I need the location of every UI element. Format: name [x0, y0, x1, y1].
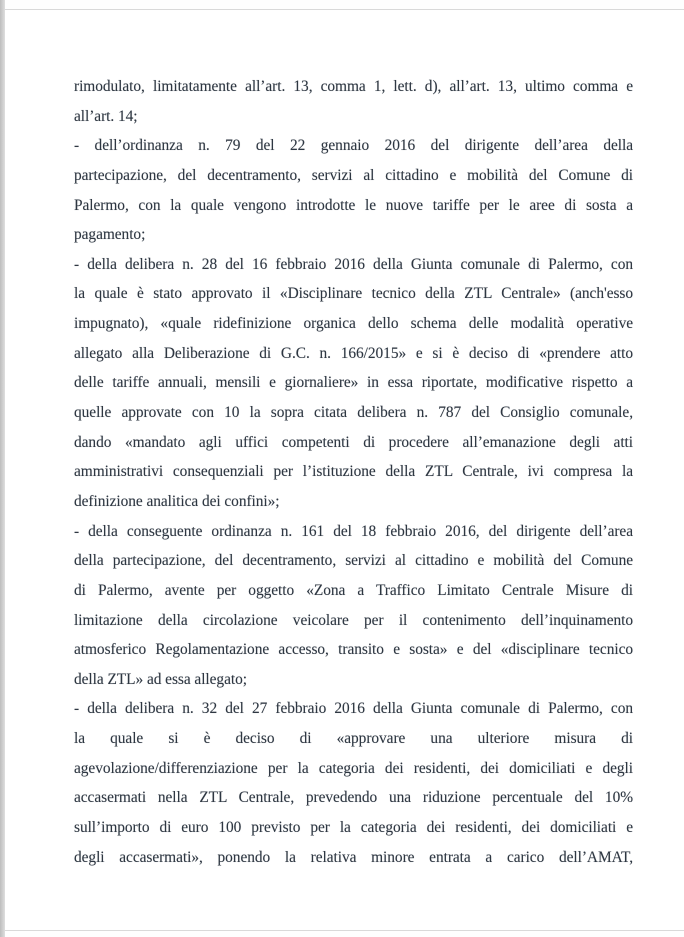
text-line: la quale si è deciso di «approvare una ulteriore misura di: [74, 730, 633, 748]
text-line: accasermati nella ZTL Centrale, prevedendo una riduzione percentuale del 10%: [74, 789, 633, 807]
text-line: dando «mandato agli uffici competenti di procedere all’emanazione degli atti: [74, 433, 633, 451]
text-line: della ZTL» ad essa allegato;: [74, 670, 247, 688]
text-line: degli accasermati», ponendo la relativa minore entrata a carico dell’AMAT,: [74, 848, 633, 866]
text-line: partecipazione, del decentramento, servizi al cittadino e mobilità del Comune di: [74, 166, 633, 184]
text-line: agevolazione/differenziazione per la categoria dei residenti, dei domiciliati e degli: [74, 759, 633, 777]
text-line: - della delibera n. 32 del 27 febbraio 2016 della Giunta comunale di Palermo, con: [74, 700, 633, 718]
text-line: impugnato), «quale ridefinizione organica dello schema delle modalità operative: [74, 315, 633, 333]
text-line: Palermo, con la quale vengono introdotte le nuove tariffe per le aree di sosta a: [74, 196, 633, 214]
text-line: - della delibera n. 28 del 16 febbraio 2016 della Giunta comunale di Palermo, con: [74, 255, 633, 273]
text-line: limitazione della circolazione veicolare per il contenimento dell’inquinamento: [74, 611, 633, 629]
text-line: quelle approvate con 10 la sopra citata delibera n. 787 del Consiglio comunale,: [74, 404, 633, 422]
text-line: allegato alla Deliberazione di G.C. n. 166/2015» e si è deciso di «prendere atto: [74, 344, 633, 362]
text-line: di Palermo, avente per oggetto «Zona a Traffico Limitato Centrale Misure di: [74, 581, 633, 599]
text-line: la quale è stato approvato il «Disciplinare tecnico della ZTL Centrale» (anch'esso: [74, 285, 633, 303]
scan-top-border: [5, 9, 684, 10]
text-line: sull’importo di euro 100 previsto per la categoria dei residenti, dei domiciliati e: [74, 819, 633, 837]
text-line: atmosferico Regolamentazione accesso, transito e sosta» e del «disciplinare tecnico: [74, 641, 633, 659]
text-line: della partecipazione, del decentramento, servizi al cittadino e mobilità del Comune: [74, 552, 633, 570]
text-line: - dell’ordinanza n. 79 del 22 gennaio 2016 del dirigente dell’area della: [74, 137, 633, 155]
scan-bottom-border: [5, 930, 684, 931]
text-line: amministrativi consequenziali per l’istituzione della ZTL Centrale, ivi compresa la: [74, 463, 633, 481]
text-line: pagamento;: [74, 226, 146, 244]
text-line: definizione analitica dei confini»;: [74, 492, 280, 510]
scan-left-edge: [0, 0, 5, 937]
text-line: all’art. 14;: [74, 107, 138, 125]
text-line: rimodulato, limitatamente all’art. 13, comma 1, lett. d), all’art. 13, ultimo comma e: [74, 78, 633, 95]
text-line: delle tariffe annuali, mensili e giornaliere» in essa riportate, modificative rispetto a: [74, 374, 633, 392]
document-body-text: [74, 72, 633, 872]
text-line: - della conseguente ordinanza n. 161 del 18 febbraio 2016, del dirigente dell’area: [74, 522, 633, 540]
